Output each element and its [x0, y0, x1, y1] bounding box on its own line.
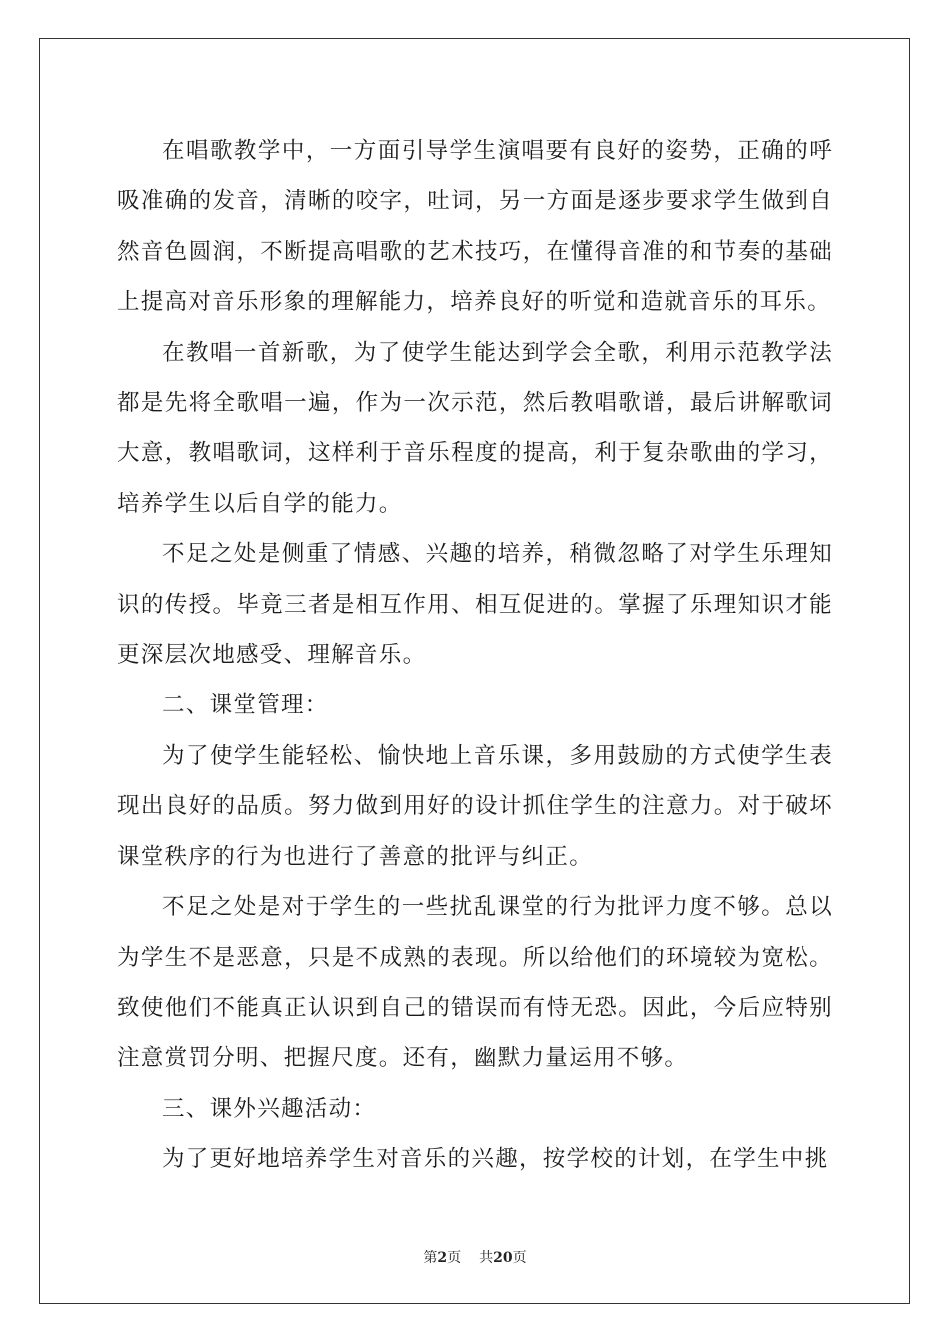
paragraph-new-song-teaching: 在教唱一首新歌，为了使学生能达到学会全歌，利用示范教学法都是先将全歌唱一遍，作为一次示范，然后教唱歌谱，最后讲解歌词大意，教唱歌词，这样利于音乐程度的提高，利于复杂歌曲的学习，培养学生以后自学的能力。 [117, 339, 833, 517]
section-heading-extracurricular: 三、课外兴趣活动： [162, 1095, 377, 1122]
total-suffix: 页 [512, 1250, 527, 1266]
section-heading-classroom-management: 二、课堂管理： [162, 692, 329, 719]
page-suffix: 页 [447, 1250, 462, 1266]
document-body [117, 126, 833, 1185]
page-current: 2 [437, 1250, 448, 1266]
paragraph-classroom-encouragement: 为了使学生能轻松、愉快地上音乐课，多用鼓励的方式使学生表现出良好的品质。努力做到用好的设计抓住学生的注意力。对于破坏课堂秩序的行为也进行了善意的批评与纠正。 [117, 742, 833, 870]
paragraph-shortcoming-theory: 不足之处是侧重了情感、兴趣的培养，稍微忽略了对学生乐理知识的传授。毕竟三者是相互作用、相互促进的。掌握了乐理知识才能更深层次地感受、理解音乐。 [117, 541, 833, 669]
paragraph-singing-teaching: 在唱歌教学中，一方面引导学生演唱要有良好的姿势，正确的呼吸准确的发音，清晰的咬字，吐词，另一方面是逐步要求学生做到自然音色圆润，不断提高唱歌的艺术技巧，在懂得音准的和节奏的基础上提高对音乐形象的理解能力，培养良好的听觉和造就音乐的耳乐。 [117, 138, 833, 316]
page-number-footer [0, 1247, 950, 1267]
paragraph-shortcoming-discipline: 不足之处是对于学生的一些扰乱课堂的行为批评力度不够。总以为学生不是恶意，只是不成熟的表现。所以给他们的环境较为宽松。致使他们不能真正认识到自己的错误而有恃无恐。因此，今后应特别注意赏罚分明、把握尺度。还有，幽默力量运用不够。 [117, 894, 833, 1072]
page-prefix: 第 [423, 1250, 438, 1266]
page-total: 20 [493, 1250, 513, 1266]
paragraph-extracurricular-interest: 为了更好地培养学生对音乐的兴趣，按学校的计划，在学生中挑 [162, 1146, 829, 1173]
total-prefix: 共 [479, 1250, 494, 1266]
